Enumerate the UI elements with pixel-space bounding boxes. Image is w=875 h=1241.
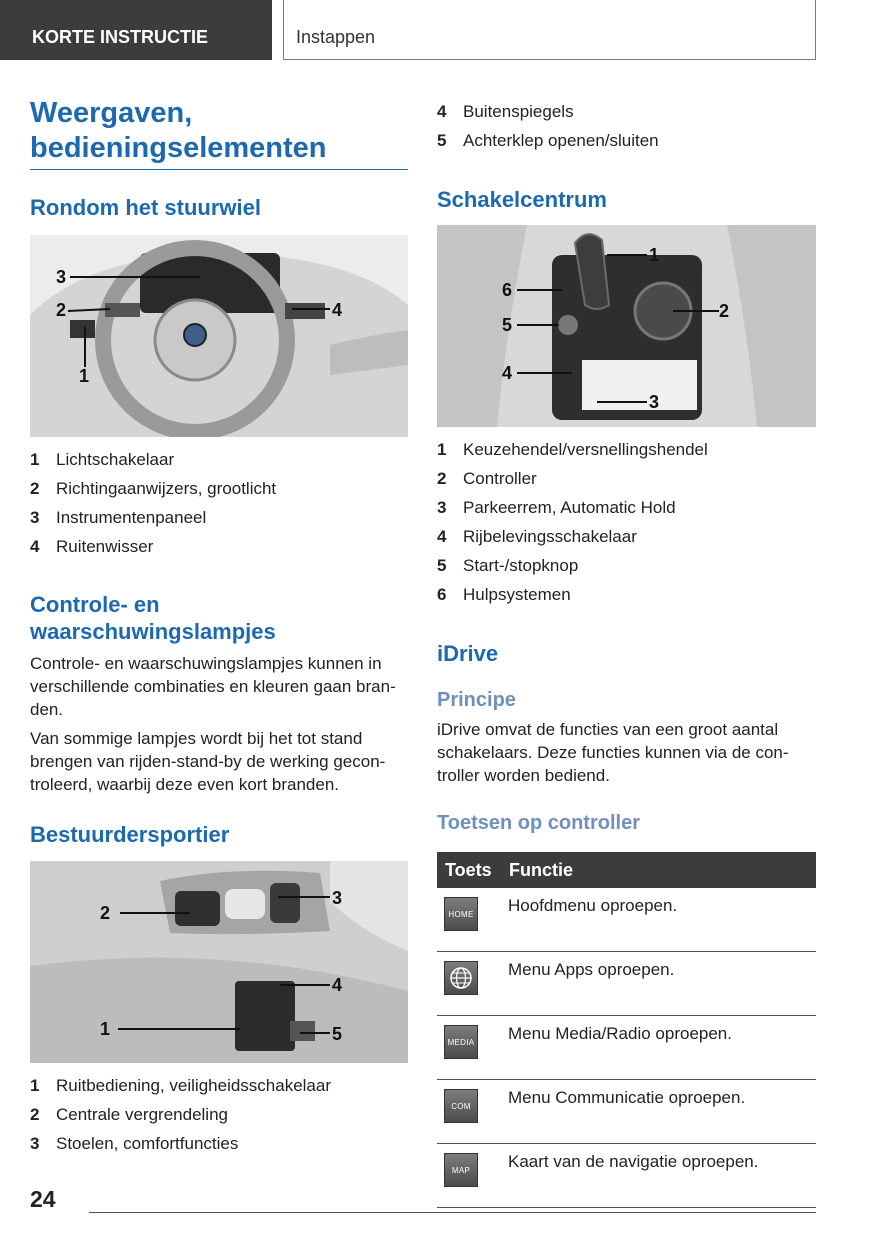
list-item: 3 Parkeerrem, Automatic Hold <box>437 498 676 517</box>
table-cell-function: Menu Communicatie oproepen. <box>507 1080 816 1144</box>
steering-callout-4: 4 <box>332 300 343 320</box>
principle-paragraph: iDrive omvat de functies van een groot aantal schakelaars. Deze functies kunnen via de controller worden bediend. <box>437 720 789 785</box>
center-callout-1: 1 <box>649 245 660 265</box>
table-cell-function: Kaart van de navigatie oproepen. <box>507 1144 816 1208</box>
home-button-icon: HOME <box>444 897 478 931</box>
chapter-tab: Instappen <box>283 0 816 60</box>
table-row <box>437 1080 816 1144</box>
steering-heading: Rondom het stuurwiel <box>30 195 261 220</box>
right-column <box>437 97 816 1208</box>
steering-wheel-photo <box>30 235 408 437</box>
table-row <box>437 888 816 952</box>
list-item: 4 Rijbelevingsschakelaar <box>437 527 637 546</box>
list-item: 3 Stoelen, comfortfuncties <box>30 1134 239 1153</box>
center-callout-5: 5 <box>502 315 513 335</box>
steering-callout-1: 1 <box>79 366 90 386</box>
left-column <box>30 96 408 1158</box>
center-callout-4: 4 <box>502 363 513 383</box>
center-console-photo <box>437 225 816 427</box>
list-item: 5 Achterklep openen/sluiten <box>437 131 659 150</box>
list-item: 2 Richtingaanwijzers, grootlicht <box>30 479 277 498</box>
list-item: 6 Hulpsystemen <box>437 585 571 604</box>
list-item: 1 Ruitbediening, veiligheidsschakelaar <box>30 1076 332 1095</box>
list-item: 1 Keuzehendel/versnellingshendel <box>437 440 708 459</box>
door-callout-3: 3 <box>332 888 343 908</box>
center-callout-6: 6 <box>502 280 513 300</box>
page-number: 24 <box>30 1186 56 1212</box>
door-legend-continued <box>437 97 816 155</box>
list-item: 3 Instrumentenpaneel <box>30 508 207 527</box>
door-heading: Bestuurdersportier <box>30 822 230 847</box>
steering-callout-2: 2 <box>56 300 67 320</box>
door-callout-1: 1 <box>100 1019 111 1039</box>
steering-legend <box>30 445 408 561</box>
column-header-function: Functie <box>507 852 816 888</box>
principle-heading: Principe <box>437 689 516 711</box>
table-row <box>437 952 816 1016</box>
door-panel-photo <box>30 861 408 1063</box>
center-callout-2: 2 <box>719 301 730 321</box>
list-item: 4 Buitenspiegels <box>437 102 574 121</box>
table-row <box>437 1144 816 1208</box>
media-button-icon: MEDIA <box>444 1025 478 1059</box>
center-console-heading: Schakelcentrum <box>437 187 607 212</box>
warning-paragraph-1: Controle- en waarschuwingslampjes kunnen in verschillende combinaties en kleuren gaan branden. <box>30 654 396 719</box>
list-item: 5 Start-/stopknop <box>437 556 579 575</box>
list-item: 4 Ruitenwisser <box>30 537 154 556</box>
com-button-icon: COM <box>444 1089 478 1123</box>
table-cell-function: Menu Media/Radio oproepen. <box>507 1016 816 1080</box>
page-title: Weergaven, bedieningselementen <box>30 96 408 170</box>
table-row <box>437 1016 816 1080</box>
door-callout-5: 5 <box>332 1024 343 1044</box>
controller-keys-table <box>437 852 816 1208</box>
list-item: 2 Centrale vergrendeling <box>30 1105 228 1124</box>
list-item: 2 Controller <box>437 469 537 488</box>
controller-keys-heading: Toetsen op controller <box>437 812 640 834</box>
table-cell-function: Hoofdmenu oproepen. <box>507 888 816 952</box>
steering-callout-3: 3 <box>56 267 67 287</box>
table-cell-function: Menu Apps oproepen. <box>507 952 816 1016</box>
center-callout-3: 3 <box>649 392 660 412</box>
apps-globe-icon <box>444 961 478 995</box>
idrive-heading: iDrive <box>437 641 499 666</box>
door-callout-2: 2 <box>100 903 111 923</box>
column-header-key: Toets <box>437 852 507 888</box>
footer-divider <box>89 1212 816 1213</box>
center-console-legend <box>437 435 816 609</box>
door-callout-4: 4 <box>332 975 343 995</box>
list-item: 1 Lichtschakelaar <box>30 450 175 469</box>
map-button-icon: MAP <box>444 1153 478 1187</box>
section-tab: KORTE INSTRUCTIE <box>0 0 272 60</box>
door-legend <box>30 1071 408 1158</box>
warning-heading: Controle- en waarschuwingslampjes <box>30 592 276 644</box>
warning-paragraph-2: Van sommige lampjes wordt bij het tot stand brengen van rijden-stand-by de werking gecontroleerd, waarbij deze even kort branden. <box>30 729 386 794</box>
